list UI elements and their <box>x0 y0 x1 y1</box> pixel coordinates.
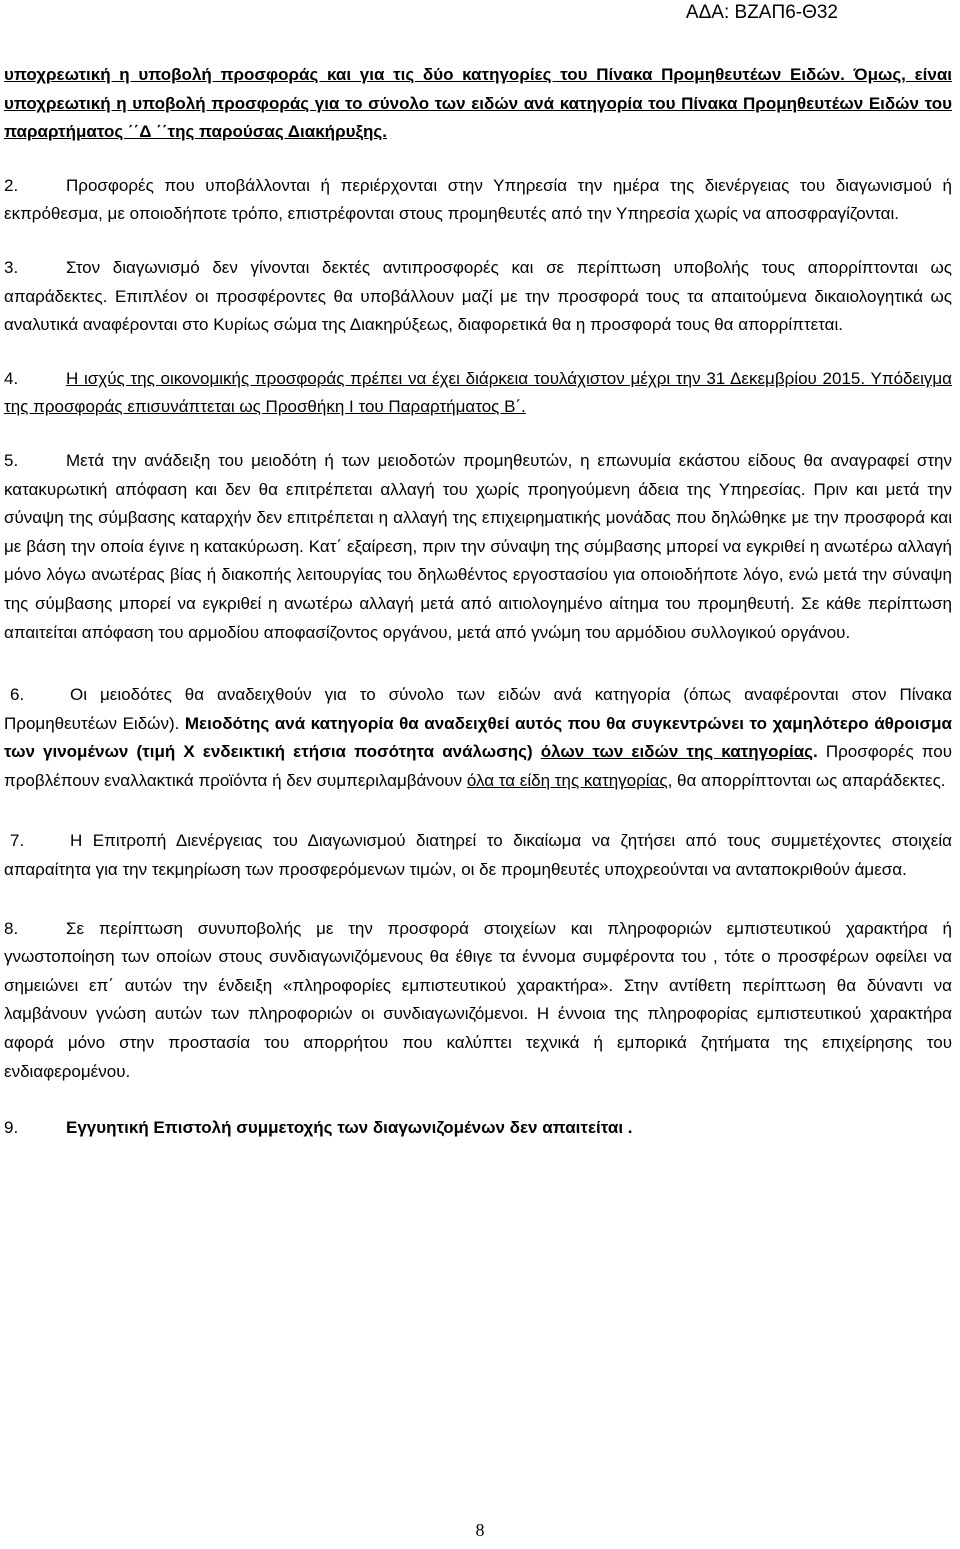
paragraph-6 <box>4 681 952 795</box>
paragraph-4-number: 4. <box>4 368 19 388</box>
document-body <box>4 61 952 1168</box>
paragraph-8-text: Σε περίπτωση συνυποβολής με την προσφορά στοιχείων και πληροφοριών εμπιστευτικού χαρακτήρα ή γνωστοποίηση των οποίων στους συνδιαγωνιζόμενους θα έθιγε τα έννομα συμφέροντα του , τότε ο προσφέρων οφείλει να σημειώνει επ΄ αυτών την ένδειξη «πληροφορίες εμπιστευτικού χαρακτήρα». Στην αντίθετη περίπτωση θα δύναντι να λαμβάνουν γνώση αυτών των πληροφοριών οι συνδιαγωνιζόμενοι. Η έννοια της πληροφορίας εμπιστευτικού χαρακτήρα αφορά μόνο στην προστασία του απορρήτου που καλύπτει τεχνικά ή εμπορικά ζητήματα της επιχείρησης του ενδιαφερομένου. <box>4 918 952 1081</box>
page-number: 8 <box>475 1520 485 1540</box>
paragraph-3-text: Στον διαγωνισμό δεν γίνονται δεκτές αντιπροσφορές και σε περίπτωση υποβολής τους απορρίπτονται ως απαράδεκτες. Επιπλέον οι προσφέροντες θα υποβάλλουν μαζί με την προσφορά τους τα απαιτούμενα δικαιολογητικά ως αναλυτικά αναφέρονται στο Κυρίως σώμα της Διακηρύξεως, διαφορετικά θα η προσφορά τους θα απορρίπτεται. <box>4 257 952 335</box>
paragraph-1 <box>4 61 952 147</box>
paragraph-6-bold-dot: . <box>813 742 818 762</box>
paragraph-2-number: 2. <box>4 175 19 195</box>
paragraph-6-number: 6. <box>10 685 25 705</box>
paragraph-6-text-b: Προσφορές που προβλέπουν εναλλακτικά προϊόντα ή δεν συμπεριλαμβάνουν <box>4 742 953 790</box>
paragraph-8-number: 8. <box>4 918 19 938</box>
paragraph-4 <box>4 365 952 422</box>
paragraph-3 <box>4 254 952 340</box>
paragraph-8 <box>4 915 952 1087</box>
paragraph-1-text: υποχρεωτική η υποβολή προσφοράς και για τις δύο κατηγορίες του Πίνακα Προμηθευτέων Ειδών. Όμως, είναι υποχρεωτική η υποβολή προσφοράς για το σύνολο των ειδών ανά κατηγορία του Πίνακα Προμηθευτέων Ειδών του παραρτήματος ΄΄Δ ΄΄της παρούσας Διακήρυξης. <box>4 65 952 142</box>
paragraph-5-text: Μετά την ανάδειξη του μειοδότη ή των μειοδοτών προμηθευτών, η επωνυμία εκάστου είδους θα αναγραφεί στην κατακυρωτική απόφαση και δεν θα επιτρέπεται αλλαγή του χωρίς προηγούμενη άδεια της Υπηρεσίας. Πριν και μετά την σύναψη της σύμβασης καταρχήν δεν επιτρέπεται η αλλαγή της επιχειρηματικής μονάδας που δηλώθηκε με την προσφορά και με βάση την οποία έγινε η κατακύρωση. Κατ΄ εξαίρεση, πριν την σύναψη της σύμβασης μπορεί να εγκριθεί η ανωτέρω αλλαγή μόνο λόγω ανωτέρας βίας ή διακοπής λειτουργίας του δηλωθέντος εργοστασίου για οποιοδήποτε λόγο, ενώ μετά την σύναψη της σύμβασης μπορεί να εγκριθεί η ανωτέρω αλλαγή μετά από αιτιολογημένο αίτημα του προμηθευτή. Σε κάθε περίπτωση απαιτείται απόφαση του αρμοδίου αποφασίζοντος οργάνου, μετά από γνώμη του αρμόδιου συλλογικού οργάνου. <box>4 450 952 642</box>
document-id-header: ΑΔΑ: ΒΖΑΠ6-Θ32 <box>685 2 838 23</box>
paragraph-7-number: 7. <box>10 831 25 851</box>
paragraph-4-text: Η ισχύς της οικονομικής προσφοράς πρέπει να έχει διάρκεια τουλάχιστον μέχρι την 31 Δεκεμβρίου 2015. Υπόδειγμα της προσφοράς επισυνάπτεται ως Προσθήκη Ι του Παραρτήματος Β΄. <box>4 368 952 417</box>
paragraph-6-bold-underlined: όλων των ειδών της κατηγορίας <box>540 742 814 762</box>
paragraph-7 <box>4 827 952 884</box>
paragraph-7-text: Η Επιτροπή Διενέργειας του Διαγωνισμού διατηρεί το δικαίωμα να ζητήσει από τους συμμετέχοντες στοιχεία απαραίτητα για την τεκμηρίωση των προσφερόμενων τιμών, οι δε προμηθευτές υποχρεούνται να ανταποκριθούν άμεσα. <box>4 831 952 880</box>
paragraph-2-text: Προσφορές που υποβάλλονται ή περιέρχονται στην Υπηρεσία την ημέρα της διενέργειας του διαγωνισμού ή εκπρόθεσμα, με οποιοδήποτε τρόπο, επιστρέφονται στους προμηθευτές από την Υπηρεσία χωρίς να αποσφραγίζονται. <box>4 175 952 224</box>
paragraph-6-bold-a: Μειοδότης ανά κατηγορία θα αναδειχθεί αυτός που θα συγκεντρώνει το χαμηλότερο άθροισμα των γινομένων (τιμή Χ ενδεικτική ετήσια ποσότητα ανάλωσης) <box>4 713 952 762</box>
paragraph-2 <box>4 172 952 229</box>
paragraph-6-text-a: Οι μειοδότες θα αναδειχθούν για το σύνολο των ειδών ανά κατηγορία (όπως αναφέρονται στον Πίνακα Προμηθευτέων Ειδών). <box>4 685 952 733</box>
paragraph-6-text-c: , θα απορρίπτονται ως απαράδεκτες. <box>667 770 946 790</box>
paragraph-9 <box>4 1114 952 1143</box>
paragraph-5-number: 5. <box>4 450 19 470</box>
paragraph-9-number: 9. <box>4 1118 19 1138</box>
paragraph-3-number: 3. <box>4 257 19 277</box>
paragraph-9-text: Εγγυητική Επιστολή συμμετοχής των διαγωνιζομένων δεν απαιτείται . <box>66 1118 633 1138</box>
paragraph-5 <box>4 447 952 647</box>
paragraph-6-underlined-b: όλα τα είδη της κατηγορίας <box>466 770 668 790</box>
